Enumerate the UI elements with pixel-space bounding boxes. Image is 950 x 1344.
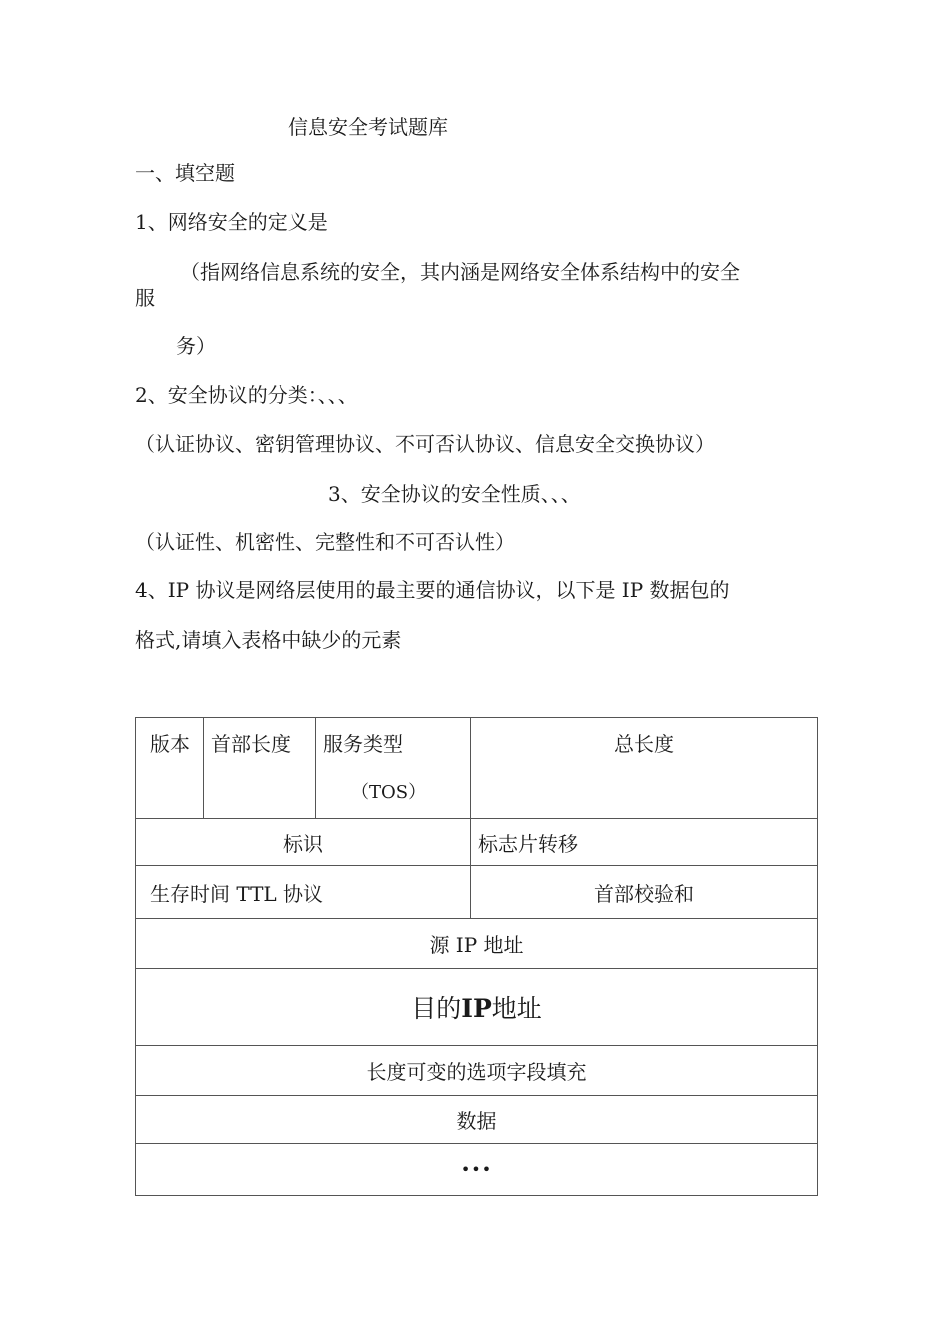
identification-cell: 标识 [136, 819, 471, 866]
header-checksum-cell: 首部校验和 [471, 866, 818, 919]
source-ip-cell: 源 IP 地址 [136, 919, 818, 969]
tos-cell [316, 718, 471, 819]
dest-ip-cell [136, 969, 818, 1046]
tos-abbr: （TOS） [351, 782, 427, 803]
answer-2: （认证协议、密钥管理协议、不可否认协议、信息安全交换协议） [135, 432, 715, 456]
question-3: 3、安全协议的安全性质、、、 [328, 482, 581, 506]
answer-1-line1: （指网络信息系统的安全，其内涵是网络安全体系结构中的安全 [180, 260, 740, 284]
answer-1-line3: 务） [176, 334, 216, 358]
dest-ip-post: 地址 [491, 994, 542, 1023]
table-row [136, 969, 818, 1046]
dest-ip-pre: 目的 [411, 994, 462, 1023]
section-heading: 一、填空题 [135, 161, 235, 185]
question-4-line1: 4、IP 协议是网络层使用的最主要的通信协议，以下是 IP 数据包的 [135, 578, 730, 602]
ttl-protocol-cell: 生存时间 TTL 协议 [136, 866, 471, 919]
version-cell: 版本 [136, 718, 204, 819]
table-row [136, 718, 818, 819]
data-cell: 数据 [136, 1096, 818, 1144]
table-row [136, 1046, 818, 1096]
question-2: 2、安全协议的分类：、、、 [135, 383, 358, 407]
table-row [136, 819, 818, 866]
table-row [136, 1144, 818, 1196]
total-length-cell: 总长度 [471, 718, 818, 819]
question-1: 1、网络安全的定义是 [135, 210, 328, 234]
answer-1-line2: 服 [135, 286, 155, 310]
header-length-cell: 首部长度 [204, 718, 316, 819]
ellipsis-cell: ••• [136, 1144, 818, 1196]
dest-ip-bold: IP [461, 994, 492, 1023]
question-4-line2: 格式,请填入表格中缺少的元素 [135, 628, 402, 652]
page-title: 信息安全考试题库 [288, 115, 448, 139]
table-row [136, 1096, 818, 1144]
tos-label: 服务类型 [323, 732, 403, 756]
answer-3: （认证性、机密性、完整性和不可否认性） [135, 530, 515, 554]
table-row [136, 866, 818, 919]
ip-packet-table [135, 717, 818, 1196]
table-row [136, 919, 818, 969]
options-padding-cell: 长度可变的选项字段填充 [136, 1046, 818, 1096]
flags-fragment-cell: 标志片转移 [471, 819, 818, 866]
